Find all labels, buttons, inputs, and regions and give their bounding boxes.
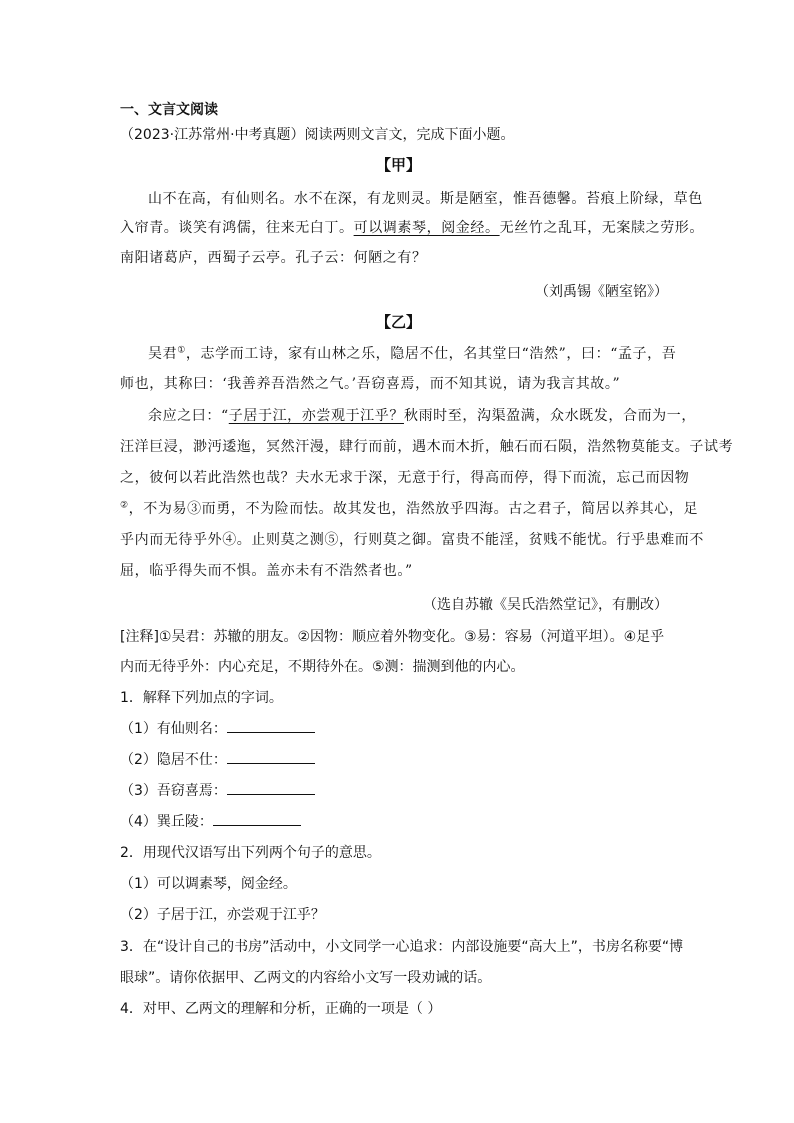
answer-blank[interactable]: [227, 751, 315, 764]
passage-line: 余应之曰：“子居于江，亦尝观于江乎？秋雨时至，沟渠盈满，众水既发，合而为一，: [148, 408, 696, 424]
footnote-marker: ②: [120, 500, 129, 511]
question-1: 1．解释下列加点的字词。: [120, 690, 283, 706]
question-1-item: （4）巽丘陵：: [120, 811, 301, 831]
passage-line: 山不在高，有仙则名。水不在深，有龙则灵。斯是陋室，惟吾德馨。苔痕上阶绿，草色: [148, 191, 703, 207]
passage-yi-heading: 【乙】: [376, 313, 422, 331]
question-2: 2．用现代汉语写出下列两个句子的意思。: [120, 845, 381, 861]
answer-blank[interactable]: [227, 720, 315, 733]
answer-blank[interactable]: [213, 813, 301, 826]
passage-jia-source: （刘禹锡《陋室铭》）: [535, 284, 668, 300]
question-1-item: （1）有仙则名：: [120, 718, 315, 738]
passage-yi-source: （选自苏辙《吴氏浩然堂记》，有删改）: [423, 597, 668, 613]
annotation-line: 内而无待乎外：内心充足，不期待外在。⑤测：揣测到他的内心。: [120, 659, 525, 675]
question-1-item: （3）吾窃喜焉：: [120, 780, 315, 800]
underlined-sentence: 子居于江，亦尝观于江乎？: [228, 408, 404, 424]
passage-line: 乎内而无待乎外④。止则莫之测⑤，行则莫之御。富贵不能淫，贫贱不能忧。行乎患难而不: [120, 532, 704, 548]
annotation-line: [注释]①吴君：苏辙的朋友。②因物：顺应着外物变化。③易：容易（河道平坦）。④足乎: [120, 629, 665, 645]
section-title: 一、文言文阅读: [120, 102, 218, 118]
question-2-item: （2）子居于江，亦尝观于江乎？: [120, 907, 325, 923]
question-3-cont: 眼球”。请你依据甲、乙两文的内容给小文写一段劝诫的话。: [120, 970, 492, 986]
underlined-sentence: 可以调素琴，阅金经。: [353, 220, 500, 236]
question-3: 3．在“设计自己的书房”活动中，小文同学一心追求：内部设施要“高大上”，书房名称要“博: [120, 939, 684, 955]
passage-line: 之，彼何以若此浩然也哉？夫水无求于深，无意于行，得高而停，得下而流，忘己而因物: [120, 470, 690, 486]
passage-line: 南阳诸葛庐，西蜀子云亭。孔子云：何陋之有？: [120, 250, 427, 266]
footnote-marker: ①: [177, 345, 186, 356]
passage-line: 汪洋巨浸，渺沔逶迤，冥然汗漫，肆行而前，遇木而木折，触石而石陨，浩然物莫能支。子试考: [120, 439, 734, 455]
passage-line: 师也，其称曰：‘我善养吾浩然之气。’吾窃喜焉，而不知其说，请为我言其故。”: [120, 376, 621, 392]
intro-text: （2023·江苏常州·中考真题）阅读两则文言文，完成下面小题。: [120, 127, 515, 143]
passage-line: ②，不为易③而勇，不为险而怯。故其发也，浩然放乎四海。古之君子，简居以养其心，足: [120, 500, 699, 517]
passage-line: 屈，临乎得失而不惧。盖亦未有不浩然者也。”: [120, 563, 413, 579]
question-2-item: （1）可以调素琴，阅金经。: [120, 876, 297, 892]
passage-line: 入帘青。谈笑有鸿儒，往来无白丁。可以调素琴，阅金经。无丝竹之乱耳，无案牍之劳形。: [120, 220, 705, 236]
question-4: 4．对甲、乙两文的理解和分析，正确的一项是（ ）: [120, 1001, 442, 1017]
passage-jia-heading: 【甲】: [376, 156, 422, 174]
passage-line: 吴君①，志学而工诗，家有山林之乐，隐居不仕，名其堂曰“浩然”，曰：“孟子，吾: [148, 345, 677, 362]
question-1-item: （2）隐居不仕：: [120, 749, 315, 769]
answer-blank[interactable]: [227, 782, 315, 795]
